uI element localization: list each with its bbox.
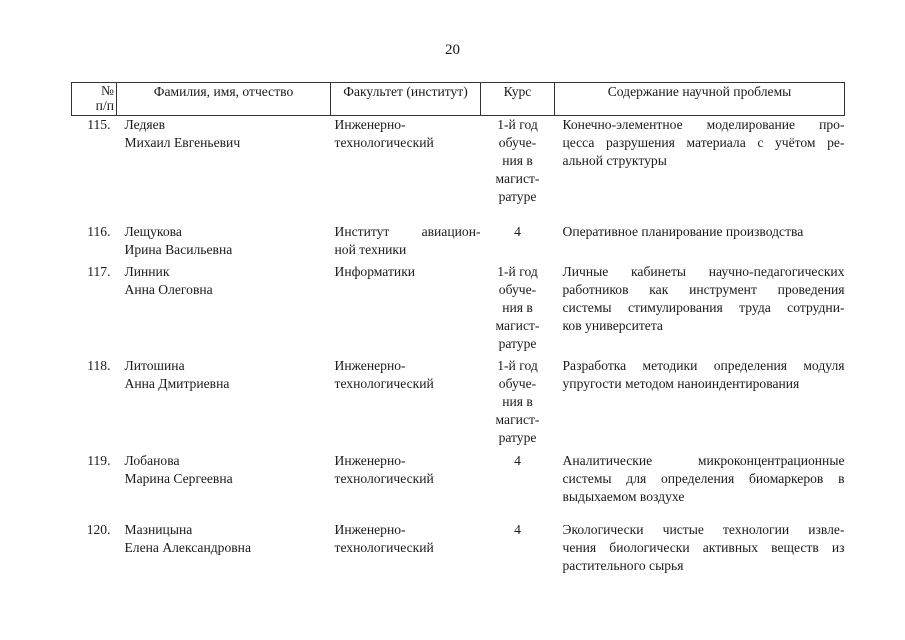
surname: Мазницына: [124, 522, 193, 537]
problem-line: растительного сырья: [562, 558, 684, 573]
faculty-line: технологический: [334, 540, 434, 555]
course-line: ния в: [502, 300, 533, 315]
faculty: [331, 452, 481, 521]
table-row: [72, 263, 845, 357]
surname: Лобанова: [124, 453, 180, 468]
course-line: 4: [514, 224, 521, 239]
course: [481, 452, 555, 521]
header-num-abbr: п/п: [95, 98, 114, 113]
course-line: обуче-: [498, 376, 537, 391]
research-problem: [555, 223, 845, 263]
given-names: Анна Олеговна: [124, 282, 213, 297]
full-name: [117, 263, 331, 357]
problem-line: Аналитические микроконцентрационные: [562, 453, 845, 468]
given-names: Марина Сергеевна: [124, 471, 233, 486]
course: [481, 116, 555, 224]
research-problem: [555, 357, 845, 452]
research-problem: [555, 263, 845, 357]
faculty-line: Инженерно-: [334, 522, 406, 537]
faculty: [331, 263, 481, 357]
header-faculty: Факультет (институт): [331, 83, 481, 116]
table-row: [72, 452, 845, 521]
faculty: [331, 521, 481, 579]
given-names: Михаил Евгеньевич: [124, 135, 241, 150]
faculty-line: Институт авиацион-: [334, 224, 481, 239]
row-number: 120.: [86, 522, 111, 537]
row-number: 117.: [87, 264, 111, 279]
problem-line: Оперативное планирование производства: [562, 224, 804, 239]
surname: Ледяев: [124, 117, 166, 132]
surname: Литошина: [124, 358, 185, 373]
faculty-line: технологический: [334, 471, 434, 486]
row-number: 119.: [87, 453, 111, 468]
faculty: [331, 116, 481, 224]
research-problem: [555, 452, 845, 521]
header-name: Фамилия, имя, отчество: [117, 83, 331, 116]
research-problem: [555, 116, 845, 224]
full-name: [117, 521, 331, 579]
register-table: [71, 82, 845, 579]
surname: Лещукова: [124, 224, 182, 239]
surname: Линник: [124, 264, 170, 279]
course-line: ратуре: [498, 189, 537, 204]
problem-line: цесса разрушения материала с учётом ре-: [562, 135, 845, 150]
course-line: магист-: [495, 171, 540, 186]
full-name: [117, 223, 331, 263]
full-name: [117, 452, 331, 521]
row-number: 115.: [87, 117, 111, 132]
row-number: 118.: [87, 358, 111, 373]
given-names: Анна Дмитриевна: [124, 376, 230, 391]
header-num-symbol: №: [101, 83, 114, 98]
table-row: [72, 521, 845, 579]
given-names: Ирина Васильевна: [124, 242, 233, 257]
problem-line: работников как инструмент проведения: [562, 282, 845, 297]
table-header-row: [72, 83, 845, 116]
faculty-line: Инженерно-: [334, 117, 406, 132]
course-line: ния в: [502, 394, 533, 409]
faculty-line: Инженерно-: [334, 453, 406, 468]
problem-line: системы стимулирования труда сотрудни-: [562, 300, 845, 315]
course-line: 1-й год: [497, 358, 538, 373]
given-names: Елена Александровна: [124, 540, 251, 555]
problem-line: Личные кабинеты научно-педагогических: [562, 264, 845, 279]
full-name: [117, 116, 331, 224]
problem-line: альной структуры: [562, 153, 667, 168]
faculty-line: Информатики: [334, 264, 416, 279]
course-line: магист-: [495, 318, 540, 333]
course-line: ратуре: [498, 430, 537, 445]
faculty-line: технологический: [334, 135, 434, 150]
research-problem: [555, 521, 845, 579]
course-line: магист-: [495, 412, 540, 427]
course: [481, 357, 555, 452]
problem-line: ков университета: [562, 318, 663, 333]
course: [481, 263, 555, 357]
problem-line: выдыхаемом воздухе: [562, 489, 685, 504]
course-line: ния в: [502, 153, 533, 168]
course-line: 4: [514, 522, 521, 537]
page-number: 20: [445, 42, 460, 58]
faculty-line: технологический: [334, 376, 434, 391]
problem-line: Конечно-элементное моделирование про-: [562, 117, 845, 132]
faculty: [331, 223, 481, 263]
table-row: [72, 357, 845, 452]
course: [481, 223, 555, 263]
faculty: [331, 357, 481, 452]
header-course: Курс: [481, 83, 555, 116]
problem-line: Разработка методики определения модуля: [562, 358, 845, 373]
course-line: ратуре: [498, 336, 537, 351]
faculty-line: ной техники: [334, 242, 407, 257]
course-line: обуче-: [498, 135, 537, 150]
course: [481, 521, 555, 579]
course-line: 1-й год: [497, 117, 538, 132]
problem-line: Экологически чистые технологии извле-: [562, 522, 845, 537]
header-num: [72, 83, 117, 116]
faculty-line: Инженерно-: [334, 358, 406, 373]
problem-line: системы для определения биомаркеров в: [562, 471, 845, 486]
table-body: [72, 116, 845, 580]
course-line: 1-й год: [497, 264, 538, 279]
row-number: 116.: [87, 224, 111, 239]
header-problem: Содержание научной проблемы: [555, 83, 845, 116]
problem-line: упругости методом наноиндентирования: [562, 376, 800, 391]
course-line: обуче-: [498, 282, 537, 297]
course-line: 4: [514, 453, 521, 468]
table-row: [72, 223, 845, 263]
problem-line: чения биологически активных веществ из: [562, 540, 845, 555]
full-name: [117, 357, 331, 452]
table-row: [72, 116, 845, 224]
